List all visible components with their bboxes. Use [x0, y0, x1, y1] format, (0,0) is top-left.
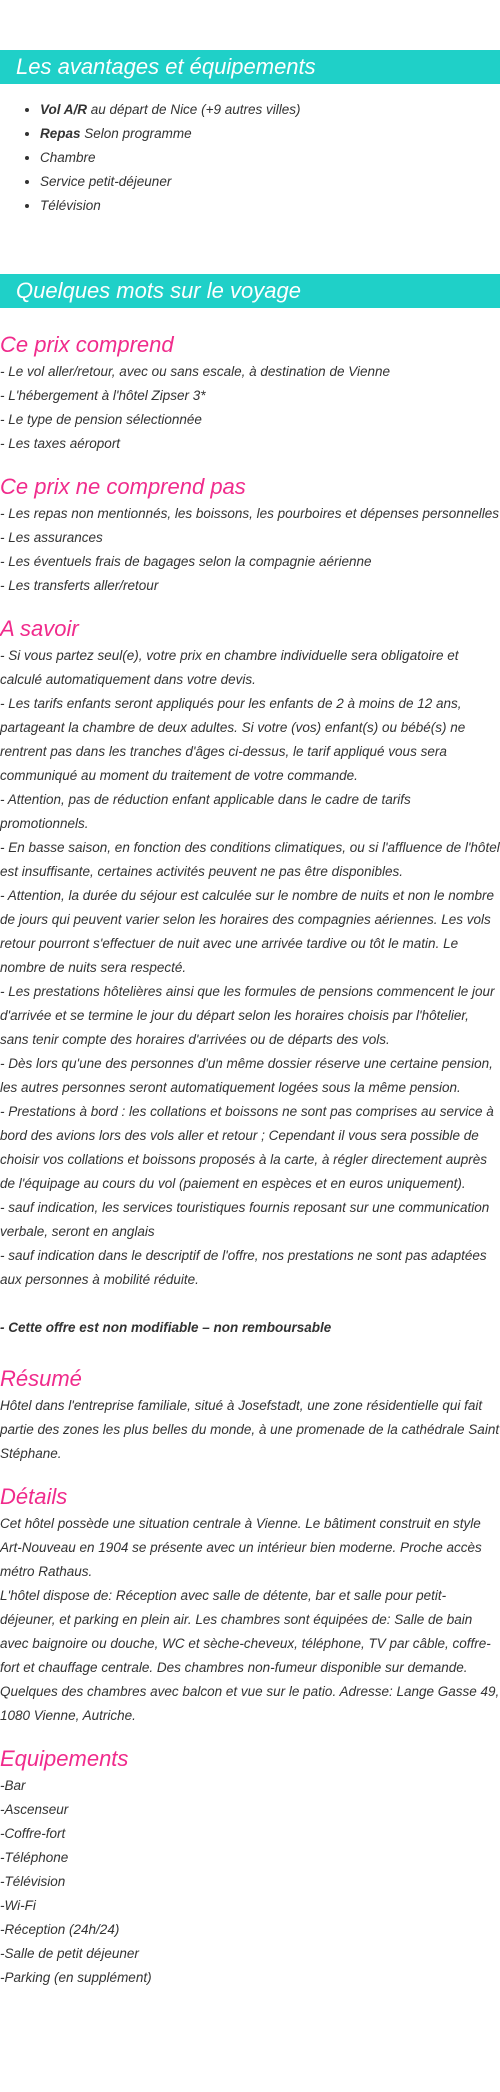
know-line: - En basse saison, en fonction des conditions climatiques, ou si l'affluence de l'hôtel est insuffisante, certaines activités peuvent ne pas être disponibles. [0, 840, 500, 879]
amenities-banner: Les avantages et équipements [0, 50, 500, 84]
equipment-item: -Coffre-fort [0, 1826, 66, 1841]
equipment-item: -Parking (en supplément) [0, 1970, 152, 1985]
non-refundable-note: - Cette offre est non modifiable – non remboursable [0, 1320, 332, 1335]
excludes-title: Ce prix ne comprend pas [0, 474, 246, 499]
includes-line: - Le type de pension sélectionnée [0, 412, 202, 427]
summary-body [0, 1394, 500, 1466]
excludes-list [0, 502, 500, 598]
details-line: L'hôtel dispose de: Réception avec salle de détente, bar et salle pour petit-déjeuner, et parking en plein air. Les chambres sont équipées de: Salle de bain avec baignoire ou douche, WC et sèche-cheveux, téléphone, TV par câble, coffre-fort et chauffage centrale. Des chambres non-fumeur disponible sur demande. Quelques des chambres avec balcon et vue sur le patio. Adresse: Lange Gasse 49, 1080 Vienne, Autriche. [0, 1588, 500, 1723]
excludes-line: - Les transferts aller/retour [0, 578, 159, 593]
know-line: - sauf indication dans le descriptif de l'offre, nos prestations ne sont pas adaptées aux personnes à mobilité réduite. [0, 1248, 487, 1287]
know-line: - Si vous partez seul(e), votre prix en chambre individuelle sera obligatoire et calculé automatiquement dans votre devis. [0, 648, 459, 687]
know-line: - Prestations à bord : les collations et boissons ne sont pas comprises au service à bord des avions lors des vols aller et retour ; Cependant il vous sera possible de choisir vos collations et boissons proposés à la carte, à régler directement auprès de l'équipage au cours du vol (paiement en espèces et en euros uniquement). [0, 1104, 494, 1191]
equipment-item: -Salle de petit déjeuner [0, 1946, 139, 1961]
includes-line: - Les taxes aéroport [0, 436, 121, 451]
know-line: - Attention, la durée du séjour est calculée sur le nombre de nuits et non le nombre de jours qui peuvent varier selon les horaires des compagnies aériennes. Les vols retour pourront s'effectuer de nuit avec une arrivée tardive ou tôt le matin. Le nombre de nuits sera respecté. [0, 888, 495, 975]
includes-line: - L'hébergement à l'hôtel Zipser 3* [0, 388, 206, 403]
details-title: Détails [0, 1484, 68, 1509]
equipment-item: -Wi-Fi [0, 1898, 36, 1913]
amenities-list [0, 98, 500, 218]
know-line: - Attention, pas de réduction enfant applicable dans le cadre de tarifs promotionnels. [0, 792, 411, 831]
know-line: - Les tarifs enfants seront appliqués pour les enfants de 2 à moins de 12 ans, partageant la chambre de deux adultes. Si votre (vos) enfant(s) ou bébé(s) ne rentrent pas dans les tranches d'âges ci-dessus, le tarif appliqué vous sera communiqué au moment du traitement de votre commande. [0, 696, 466, 783]
equipment-list [0, 1774, 500, 1990]
know-line: - sauf indication, les services touristiques fournis reposant sur une communication verbale, seront en anglais [0, 1200, 490, 1239]
excludes-line: - Les assurances [0, 530, 103, 545]
know-list [0, 644, 500, 1292]
equipment-item: -Téléphone [0, 1850, 69, 1865]
know-title: A savoir [0, 616, 79, 641]
details-body [0, 1512, 500, 1728]
equipment-item: -Réception (24h/24) [0, 1922, 120, 1937]
equipment-item: -Ascenseur [0, 1802, 69, 1817]
amenity-item: • Vol A/R au départ de Nice (+9 autres villes) [40, 98, 500, 122]
know-line: - Dès lors qu'une des personnes d'un même dossier réserve une certaine pension, les autres personnes seront automatiquement logées sous la même pension. [0, 1056, 493, 1095]
includes-list [0, 360, 500, 456]
equipment-item: -Télévision [0, 1874, 66, 1889]
amenity-item: • Repas Selon programme [40, 122, 500, 146]
know-line: - Les prestations hôtelières ainsi que les formules de pensions commencent le jour d'arrivée et se termine le jour du départ selon les horaires choisis par l'hôtelier, sans tenir compte des horaires d'arrivées ou de départs des vols. [0, 984, 495, 1047]
equipment-item: -Bar [0, 1778, 26, 1793]
includes-line: - Le vol aller/retour, avec ou sans escale, à destination de Vienne [0, 364, 390, 379]
amenity-item: • Service petit-déjeuner [40, 170, 500, 194]
amenity-item: • Chambre [40, 146, 500, 170]
excludes-line: - Les repas non mentionnés, les boissons, les pourboires et dépenses personnelles [0, 506, 500, 521]
amenity-item: • Télévision [40, 194, 500, 218]
excludes-line: - Les éventuels frais de bagages selon la compagnie aérienne [0, 554, 372, 569]
includes-title: Ce prix comprend [0, 332, 174, 357]
details-line: Cet hôtel possède une situation centrale à Vienne. Le bâtiment construit en style Art-Nouveau en 1904 se présente avec un intérieur bien moderne. Proche accès métro Rathaus. [0, 1516, 482, 1579]
summary-text: Hôtel dans l'entreprise familiale, situé à Josefstadt, une zone résidentielle qui fait partie des zones les plus belles du monde, à une promenade de la cathédrale Saint Stéphane. [0, 1398, 500, 1461]
equipment-title: Equipements [0, 1746, 129, 1771]
trip-banner: Quelques mots sur le voyage [0, 274, 500, 308]
summary-title: Résumé [0, 1366, 82, 1391]
